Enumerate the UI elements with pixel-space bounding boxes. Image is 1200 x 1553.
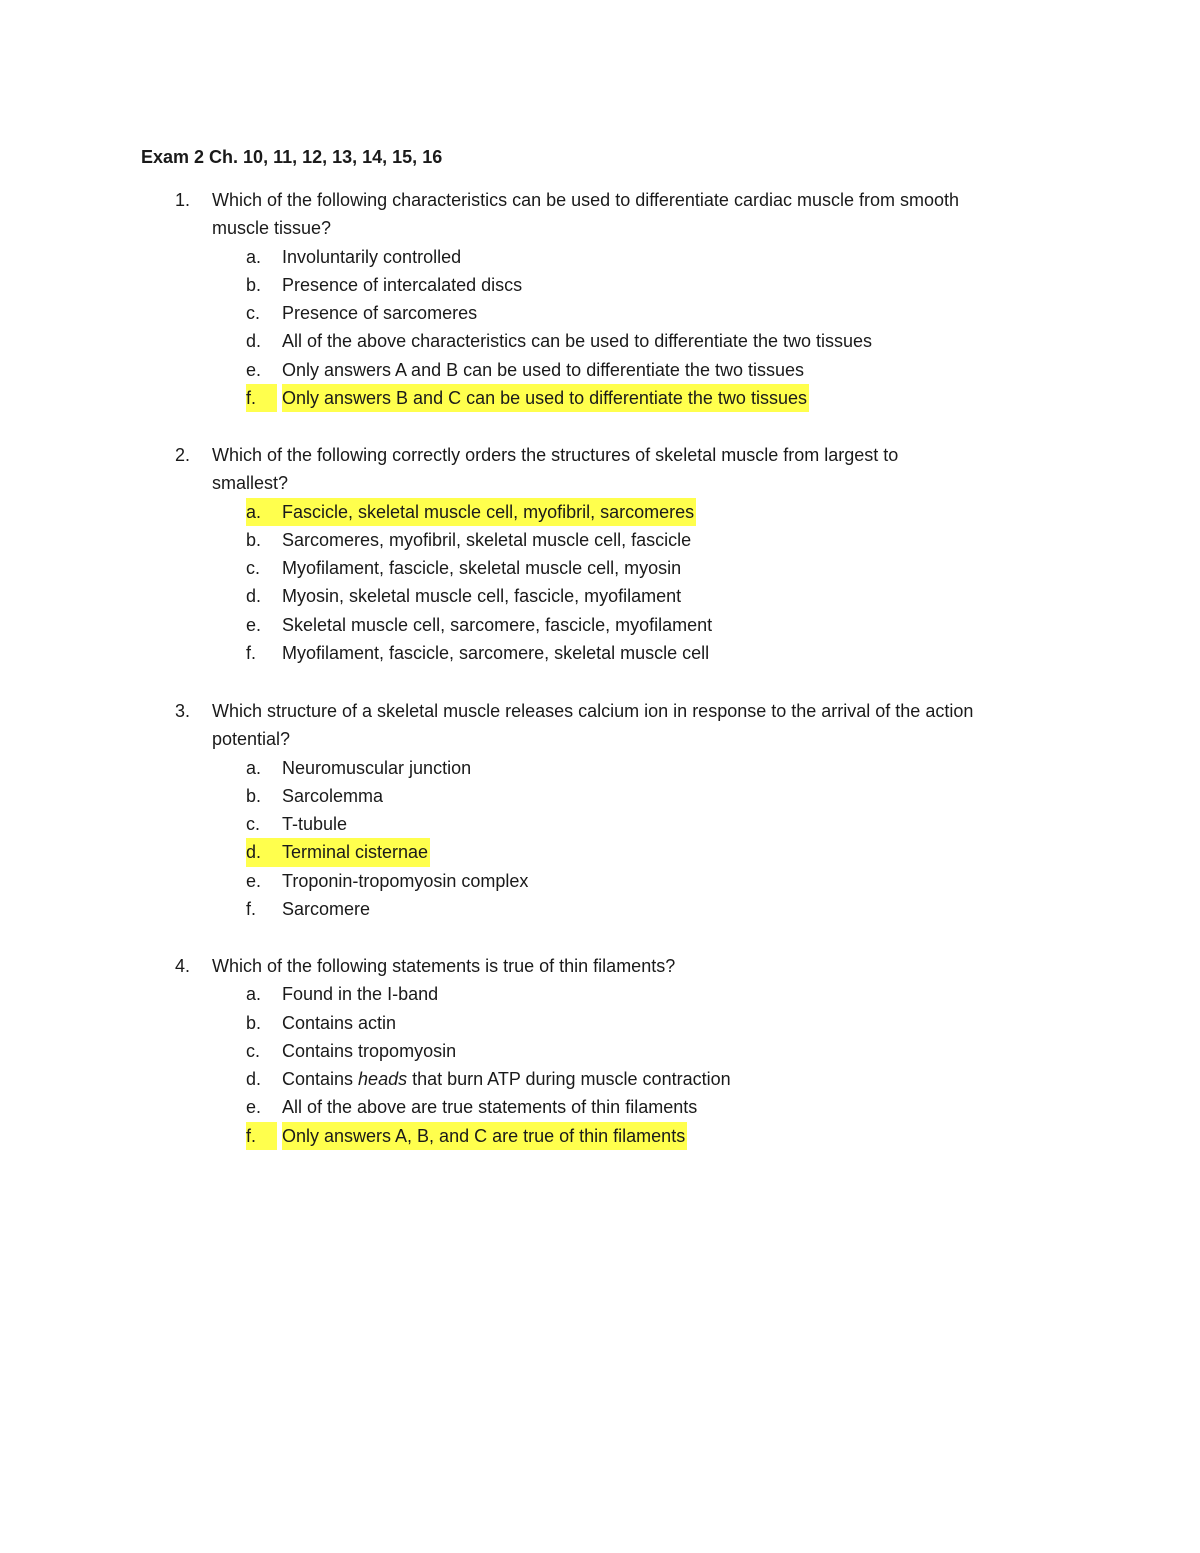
question-line bbox=[0, 725, 1200, 753]
option-letter: b. bbox=[246, 274, 262, 295]
option-text: Myosin, skeletal muscle cell, fascicle, myofilament bbox=[282, 586, 682, 607]
option-text: Sarcolemma bbox=[282, 785, 384, 806]
option-text: Sarcomeres, myofibril, skeletal muscle cell, fascicle bbox=[282, 529, 692, 550]
option-text: Presence of intercalated discs bbox=[282, 274, 523, 295]
answer-option bbox=[0, 895, 1200, 923]
option-letter: e. bbox=[246, 1097, 262, 1118]
option-letter: f. bbox=[246, 899, 257, 920]
question-number: 4. bbox=[175, 956, 191, 976]
answer-option bbox=[0, 299, 1200, 327]
option-letter: a. bbox=[246, 757, 262, 778]
option-letter: c. bbox=[246, 558, 261, 579]
answer-option-highlighted bbox=[0, 498, 1200, 526]
answer-option bbox=[0, 782, 1200, 810]
option-text: All of the above characteristics can be used to differentiate the two tissues bbox=[282, 331, 873, 352]
option-text: Only answers A and B can be used to differentiate the two tissues bbox=[282, 359, 804, 380]
option-text: Myofilament, fascicle, skeletal muscle cell, myosin bbox=[282, 558, 682, 579]
option-text-before: Contains bbox=[282, 1069, 359, 1090]
option-letter: e. bbox=[246, 870, 262, 891]
answer-option bbox=[0, 356, 1200, 384]
answer-option bbox=[0, 810, 1200, 838]
question-number: 3. bbox=[175, 701, 191, 721]
question-text: muscle tissue? bbox=[212, 218, 332, 239]
answer-option bbox=[0, 639, 1200, 667]
option-letter: b. bbox=[246, 529, 262, 550]
question-text: Which of the following correctly orders the structures of skeletal muscle from largest to bbox=[212, 445, 899, 465]
option-text: Terminal cisternae bbox=[282, 838, 430, 866]
answer-option bbox=[0, 271, 1200, 299]
answer-option bbox=[0, 327, 1200, 355]
option-text: All of the above are true statements of thin filaments bbox=[282, 1097, 698, 1118]
question-3 bbox=[0, 697, 1200, 923]
option-text: Fascicle, skeletal muscle cell, myofibril, sarcomeres bbox=[282, 498, 696, 526]
option-text: Neuromuscular junction bbox=[282, 757, 472, 778]
page-title: Exam 2 Ch. 10, 11, 12, 13, 14, 15, 16 bbox=[141, 147, 443, 167]
option-text: Sarcomere bbox=[282, 899, 371, 920]
question-text: Which of the following characteristics can be used to differentiate cardiac muscle from smooth bbox=[212, 190, 960, 210]
option-text-after: that burn ATP during muscle contraction bbox=[407, 1069, 731, 1090]
option-text: Only answers A, B, and C are true of thin filaments bbox=[282, 1122, 687, 1150]
answer-option bbox=[0, 526, 1200, 554]
option-text: Presence of sarcomeres bbox=[282, 303, 478, 324]
question-text: smallest? bbox=[212, 473, 289, 494]
option-text: Myofilament, fascicle, sarcomere, skeletal muscle cell bbox=[282, 643, 710, 664]
question-line bbox=[0, 952, 1200, 980]
question-2 bbox=[0, 441, 1200, 667]
option-letter: f. bbox=[246, 643, 257, 664]
option-letter: f. bbox=[246, 384, 277, 412]
option-letter: b. bbox=[246, 1012, 262, 1033]
answer-option bbox=[0, 1065, 1200, 1093]
question-line bbox=[0, 697, 1200, 725]
answer-option bbox=[0, 554, 1200, 582]
question-text: Which of the following statements is true of thin filaments? bbox=[212, 956, 676, 976]
question-number: 2. bbox=[175, 445, 191, 465]
question-text: potential? bbox=[212, 729, 291, 750]
question-line bbox=[0, 186, 1200, 214]
option-text: Skeletal muscle cell, sarcomere, fascicle, myofilament bbox=[282, 614, 713, 635]
option-text: Troponin-tropomyosin complex bbox=[282, 870, 529, 891]
answer-option bbox=[0, 1093, 1200, 1121]
answer-option bbox=[0, 1037, 1200, 1065]
answer-option bbox=[0, 754, 1200, 782]
answer-option bbox=[0, 980, 1200, 1008]
option-letter: c. bbox=[246, 814, 261, 835]
answer-option bbox=[0, 582, 1200, 610]
answer-option-highlighted bbox=[0, 838, 1200, 866]
option-letter: c. bbox=[246, 1040, 261, 1061]
question-number: 1. bbox=[175, 190, 191, 210]
option-text: Contains actin bbox=[282, 1012, 397, 1033]
option-letter: d. bbox=[246, 838, 282, 866]
question-1 bbox=[0, 186, 1200, 412]
question-4 bbox=[0, 952, 1200, 1150]
question-text: Which structure of a skeletal muscle releases calcium ion in response to the arrival of the action bbox=[212, 701, 974, 721]
option-letter: d. bbox=[246, 586, 262, 607]
option-letter: b. bbox=[246, 785, 262, 806]
option-text: Found in the I-band bbox=[282, 984, 439, 1005]
option-letter: d. bbox=[246, 1069, 262, 1090]
question-line bbox=[0, 214, 1200, 242]
option-text-italic: heads bbox=[358, 1069, 408, 1090]
option-letter: c. bbox=[246, 303, 261, 324]
answer-option-highlighted bbox=[0, 1122, 1200, 1150]
answer-option bbox=[0, 243, 1200, 271]
option-letter: e. bbox=[246, 359, 262, 380]
option-letter: d. bbox=[246, 331, 262, 352]
option-letter: a. bbox=[246, 246, 262, 267]
question-line bbox=[0, 469, 1200, 497]
answer-option bbox=[0, 867, 1200, 895]
answer-option bbox=[0, 1009, 1200, 1037]
option-letter: a. bbox=[246, 498, 282, 526]
option-letter: e. bbox=[246, 614, 262, 635]
question-line bbox=[0, 441, 1200, 469]
option-text: Only answers B and C can be used to differentiate the two tissues bbox=[282, 384, 809, 412]
option-text bbox=[282, 1065, 731, 1093]
option-text: Contains tropomyosin bbox=[282, 1040, 457, 1061]
option-letter: a. bbox=[246, 984, 262, 1005]
answer-option bbox=[0, 611, 1200, 639]
answer-option-highlighted bbox=[0, 384, 1200, 412]
option-text: Involuntarily controlled bbox=[282, 246, 462, 267]
option-letter: f. bbox=[246, 1122, 277, 1150]
option-text: T-tubule bbox=[282, 814, 348, 835]
